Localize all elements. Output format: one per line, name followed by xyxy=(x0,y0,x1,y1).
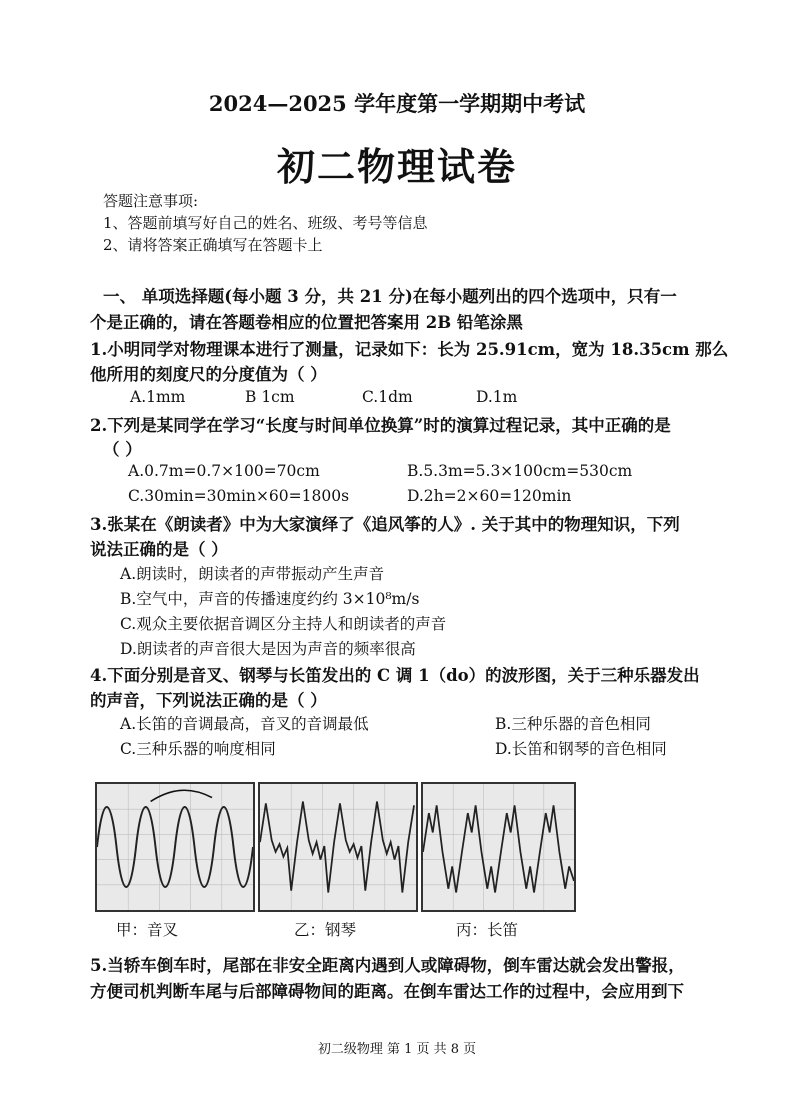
section1-instruction-line1: 一、 单项选择题(每小题 3 分，共 21 分)在每小题列出的四个选项中，只有一 xyxy=(103,287,677,306)
question-1-stem-line1: 1.小明同学对物理课本进行了测量，记录如下：长为 25.91cm，宽为 18.35cm 那么 xyxy=(90,340,729,359)
question-4-option-a: A.长笛的音调最高，音叉的音调最低 xyxy=(120,715,369,733)
question-5-stem-line2: 方便司机判断车尾与后部障碍物间的距离。在倒车雷达工作的过程中，会应用到下 xyxy=(90,982,684,1001)
piano-waveform-image xyxy=(258,782,418,912)
question-1-stem-line2: 他所用的刻度尺的分度值为（ ） xyxy=(90,365,327,384)
question-3-stem-line2: 说法正确的是（ ） xyxy=(90,540,228,559)
question-1-option-d: D.1m xyxy=(476,388,518,406)
question-4-option-c: C.三种乐器的响度相同 xyxy=(120,740,276,758)
notes-item-1: 1、答题前填写好自己的姓名、班级、考号等信息 xyxy=(103,214,428,232)
flute-caption: 丙：长笛 xyxy=(456,921,519,939)
page-footer: 初二级物理 第 1 页 共 8 页 xyxy=(317,1042,477,1057)
piano-caption: 乙：钢琴 xyxy=(294,921,357,939)
exam-title: 2024—2025 学年度第一学期期中考试 xyxy=(208,91,586,116)
notes-item-2: 2、请将答案正确填写在答题卡上 xyxy=(103,236,323,254)
question-3-option-d: D.朗读者的声音很大是因为声音的频率很高 xyxy=(120,640,416,658)
question-1-option-c: C.1dm xyxy=(362,388,413,406)
question-4-option-b: B.三种乐器的音色相同 xyxy=(495,715,651,733)
question-4-stem-line1: 4.下面分别是音叉、钢琴与长笛发出的 C 调 1（do）的波形图，关于三种乐器发出 xyxy=(90,666,700,685)
question-2-stem-line2: （ ） xyxy=(103,440,142,459)
question-3-option-c: C.观众主要依据音调区分主持人和朗读者的声音 xyxy=(120,615,447,633)
question-2-option-c: C.30min=30min×60=1800s xyxy=(128,487,350,505)
question-2-option-d: D.2h=2×60=120min xyxy=(407,487,572,505)
question-3-option-b: B.空气中，声音的传播速度约约 3×10⁸m/s xyxy=(120,590,420,608)
tuning-fork-caption: 甲：音叉 xyxy=(116,921,179,939)
flute-waveform-image xyxy=(421,782,576,912)
question-1-option-a: A.1mm xyxy=(130,388,186,406)
question-1-option-b: B 1cm xyxy=(245,388,295,406)
tuning-fork-waveform-image xyxy=(95,782,255,912)
notes-heading: 答题注意事项: xyxy=(103,192,199,210)
question-4-stem-line2: 的声音，下列说法正确的是（ ） xyxy=(90,691,327,710)
section1-instruction-line2: 个是正确的，请在答题卷相应的位置把答案用 2B 铅笔涂黑 xyxy=(90,313,523,332)
question-3-stem-line1: 3.张某在《朗读者》中为大家演绎了《追风筝的人》. 关于其中的物理知识，下列 xyxy=(90,515,680,534)
question-2-option-b: B.5.3m=5.3×100cm=530cm xyxy=(407,462,633,480)
question-4-option-d: D.长笛和钢琴的音色相同 xyxy=(495,740,667,758)
question-3-option-a: A.朗读时，朗读者的声带振动产生声音 xyxy=(120,565,385,583)
question-2-option-a: A.0.7m=0.7×100=70cm xyxy=(128,462,320,480)
paper-title: 初二物理试卷 xyxy=(276,144,517,189)
question-5-stem-line1: 5.当轿车倒车时，尾部在非安全距离内遇到人或障碍物，倒车雷达就会发出警报， xyxy=(90,956,685,975)
question-2-stem-line1: 2.下列是某同学在学习“长度与时间单位换算”时的演算过程记录，其中正确的是 xyxy=(90,416,671,435)
